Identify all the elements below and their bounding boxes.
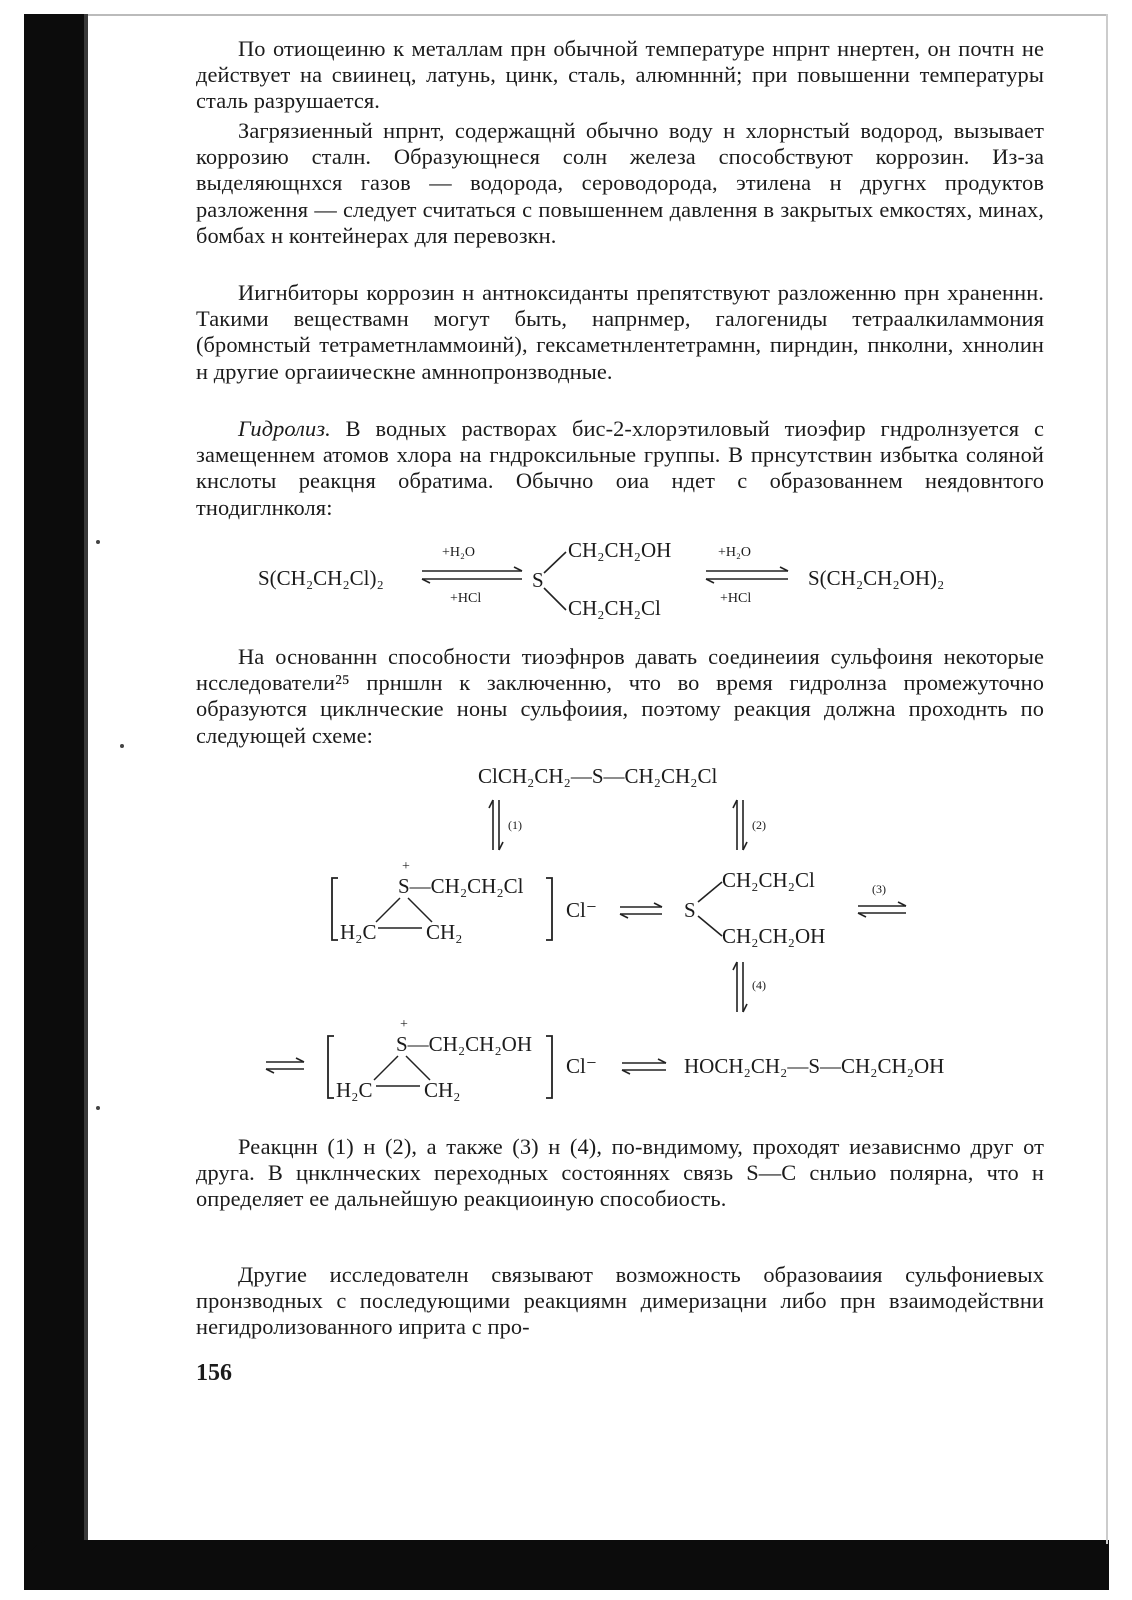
scan-speck	[96, 540, 100, 544]
arrow2-top-label: +H₂O	[718, 545, 751, 560]
book-spine-shadow	[24, 14, 84, 1574]
ion1-right-carbon: CH₂	[426, 920, 463, 944]
mid-bottom-group: CH₂CH₂Cl	[568, 596, 661, 620]
ion2-left-carbon: H₂C	[336, 1078, 373, 1102]
step4-label: (4)	[752, 978, 766, 992]
scan-speck	[120, 744, 124, 748]
arrow2-bottom-label: +HCl	[720, 591, 752, 606]
arrow1-bottom-label: +HCl	[450, 591, 482, 606]
page-right-border	[1106, 14, 1108, 1544]
arrow1-top-label: +H₂O	[442, 545, 475, 560]
intermediate-sulfur: S	[684, 898, 696, 922]
hydrolysis-heading: Гидролиз.	[238, 416, 331, 441]
ion2-counterion: Cl⁻	[566, 1054, 597, 1078]
central-sulfur: S	[532, 568, 544, 592]
ion2-charge: +	[400, 1017, 408, 1032]
hydrolysis-text: В водных растворах бис-2-хлорэтиловый тиоэфир гндролнзуется с замещеннем атомов хлора на гндроксильные группы. В прнсутствин избытка соляной кнслоты реакцня обратима. Обычно оиа ндет с образованнем неядовнтого тнодиглнколя:	[196, 416, 1044, 520]
page-number: 156	[196, 1360, 232, 1386]
page-top-border	[88, 14, 1108, 16]
paragraph-independent-reactions: Реакцнн (1) н (2), а также (3) н (4), по-вндимому, проходят иезависнмо друг от друга. В цнклнческих переходных состояннях связь S—C снльио полярна, что н определяет ее дальнейшую реакциоиную способиость.	[196, 1134, 1044, 1212]
scan-speck	[96, 1106, 100, 1110]
paragraph-other-researchers: Другие исследователн связывают возможность образоваиия сульфониевых пронзводных с последующими реакциямн димеризацни либо прн взаимодействни негидролизованного иприта с про-	[196, 1262, 1044, 1340]
product-formula: S(CH₂CH₂OH)₂	[808, 566, 945, 590]
bottom-scan-shadow	[24, 1540, 1109, 1590]
book-spine-edge	[84, 14, 88, 1562]
intermediate-bottom-group: CH₂CH₂OH	[722, 924, 826, 948]
step3-label: (3)	[872, 882, 886, 896]
intermediate-top-group: CH₂CH₂Cl	[722, 868, 815, 892]
ion2-right-carbon: CH₂	[424, 1078, 461, 1102]
step1-label: (1)	[508, 818, 522, 832]
reactant-formula: S(CH₂CH₂Cl)₂	[258, 566, 384, 590]
paragraph-corrosion: Загрязиенный нпрнт, содержащнй обычно воду н хлорнстый водород, вызывает коррозию сталн. Образующнеся солн железа способствуют коррозин. Из-за выделяющнхся газов — водорода, сероводорода, этилена н другнх продуктов разложення — следует считаться с повышеннем давлення в закрытых емкостях, минах, бомбах н контейнерах для перевозкн.	[196, 118, 1044, 248]
ion1-counterion: Cl⁻	[566, 898, 597, 922]
page-body	[196, 30, 1044, 1410]
ion1-top: S—CH₂CH₂Cl	[398, 874, 524, 898]
final-product-formula: HOCH₂CH₂—S—CH₂CH₂OH	[684, 1054, 945, 1078]
mid-top-group: CH₂CH₂OH	[568, 538, 672, 562]
paragraph-metals: По отиощеиню к металлам прн обычной температуре нпрнт ннертен, он почтн не действует на свиинец, латунь, цинк, сталь, алюмнннй; при повышенни температуры сталь разрушается.	[196, 36, 1044, 114]
step2-label: (2)	[752, 818, 766, 832]
mustard-formula: ClCH₂CH₂—S—CH₂CH₂Cl	[478, 764, 718, 788]
paragraph-sulfonium: На основаннн способности тиоэфнров давать соединеиия сульфоиня некоторые нсследователи²⁵ прншлн к заключенню, что во время гидролнза промежуточно образуются циклнческие ноны сульфоиия, поэтому реакция должна проходнть по следующей схеме:	[196, 644, 1044, 748]
paragraph-inhibitors: Иигнбиторы коррозин н антноксиданты препятствуют разложенню прн храненнн. Такими веществамн могут быть, напрнмер, галогениды тетраалкиламмония (бромнстый тетраметнламмоинй), гексаметнлентетрамнн, пирндин, пнколни, хннолин н другие оргаиическне амннопронзводные.	[196, 280, 1044, 384]
scheme-arrows	[196, 30, 1044, 1430]
ion1-left-carbon: H₂C	[340, 920, 377, 944]
ion2-top: S—CH₂CH₂OH	[396, 1032, 532, 1056]
ion1-charge: +	[402, 859, 410, 874]
